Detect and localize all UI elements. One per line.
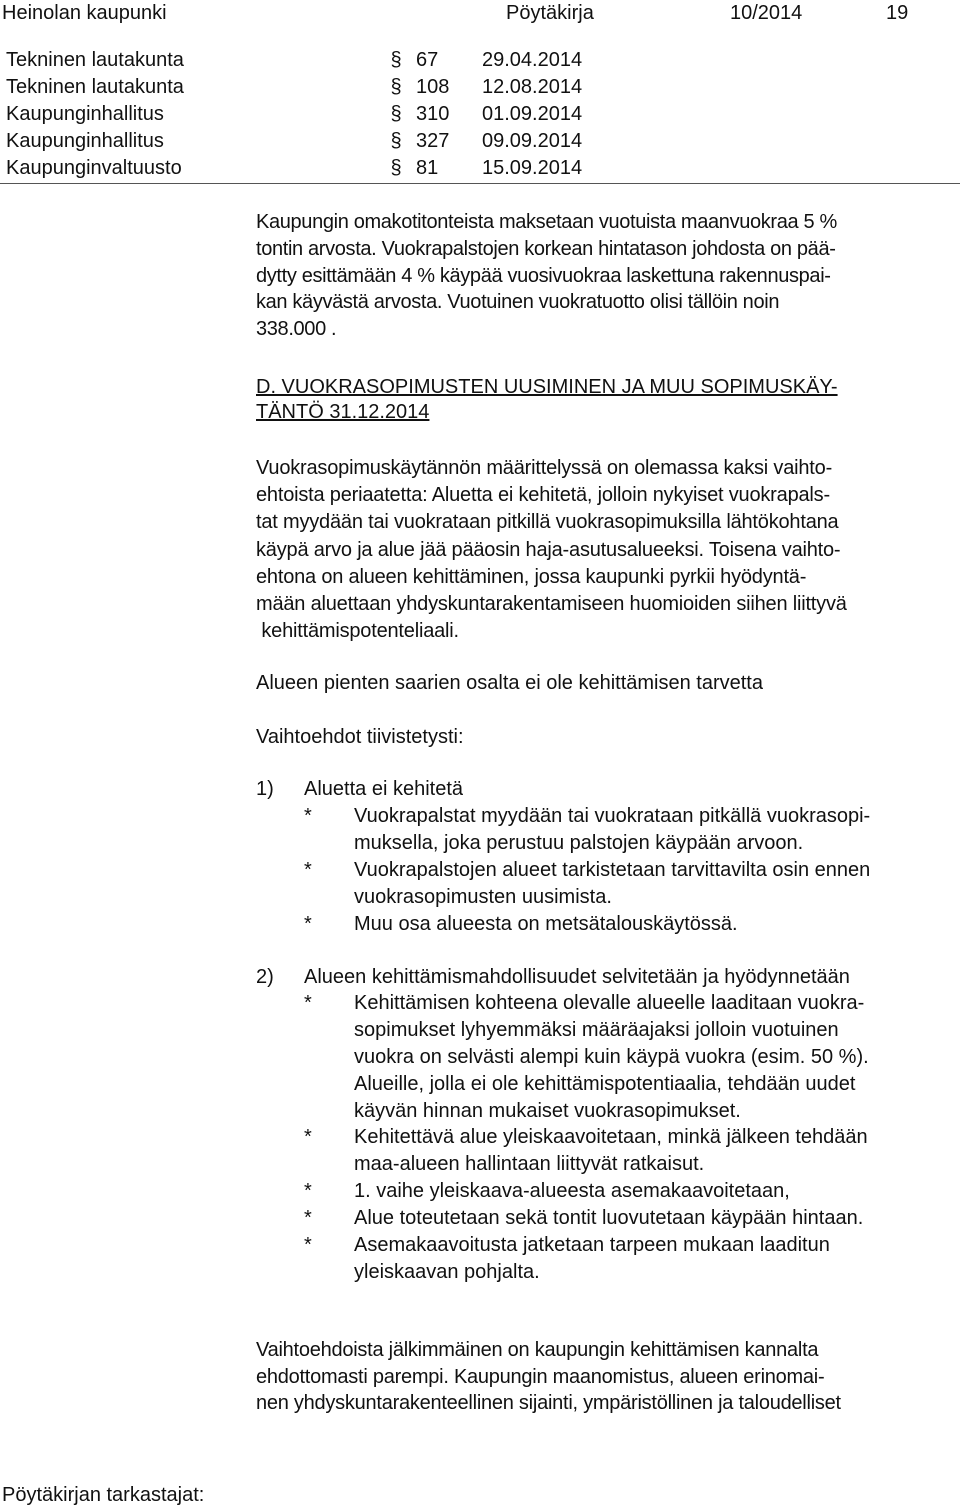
meeting-body: Tekninen lautakunta <box>6 49 184 71</box>
option-item <box>354 1124 868 1178</box>
text-line: Vaihtoehdoista jälkimmäinen on kaupungin kehittämisen kannalta <box>256 1339 819 1361</box>
header-doc-type: Pöytäkirja <box>506 2 594 24</box>
section-sign: § <box>390 49 402 71</box>
text-line: dytty esittämään 4 % käypää vuosivuokraa laskettuna rakennuspai- <box>256 264 831 287</box>
header-org: Heinolan kaupunki <box>2 2 167 24</box>
section-sign: § <box>390 103 402 125</box>
section-sign: § <box>390 76 402 98</box>
text-line: kan käyvästä arvosta. Vuotuinen vuokratuotto olisi tällöin noin <box>256 291 780 314</box>
meeting-date: 15.09.2014 <box>482 157 583 179</box>
footer-reviewers-label: Pöytäkirjan tarkastajat: <box>2 1484 205 1506</box>
option-item <box>354 803 870 857</box>
header-page-number: 19 <box>886 2 909 24</box>
bullet-marker: * <box>304 992 312 1014</box>
text-line: muksella, joka perustuu palstojen käypään arvoon. <box>354 832 804 854</box>
text-line: käyvän hinnan mukaiset vuokrasopimukset. <box>354 1100 741 1122</box>
text-line: Kehitettävä alue yleiskaavoitetaan, minkä jälkeen tehdään <box>354 1126 868 1148</box>
header-doc-number: 10/2014 <box>730 2 803 24</box>
text-line: mään aluettaan yhdyskuntarakentamiseen huomioiden siihen liittyvä <box>256 593 847 616</box>
section-sign: § <box>390 157 402 179</box>
text-line: tat myydään tai vuokrataan pitkillä vuokrasopimuksilla lähtökohtana <box>256 511 839 534</box>
text-line: tontin arvosta. Vuokrapalstojen korkean hintatason johdosta on pää- <box>256 237 836 260</box>
text-line: vuokra on selvästi alempi kuin käypä vuokra (esim. 50 %). <box>354 1046 869 1068</box>
header-divider <box>0 183 960 184</box>
text-line: ehdottomasti parempi. Kaupungin maanomistus, alueen erinomai- <box>256 1365 825 1388</box>
islands-paragraph: Alueen pienten saarien osalta ei ole kehittämisen tarvetta <box>256 672 763 694</box>
text-line: Vuokrasopimuskäytännön määrittelyssä on olemassa kaksi vaihto- <box>256 457 833 479</box>
text-line: Asemakaavoitusta jatketaan tarpeen mukaan laaditun <box>354 1234 830 1256</box>
option-item <box>354 1178 790 1205</box>
bullet-marker: * <box>304 1180 312 1202</box>
option-number: 2) <box>256 966 274 988</box>
text-line: kehittämispotenteliaali. <box>256 620 459 643</box>
conclusion-paragraph <box>256 1337 956 1417</box>
meeting-date: 12.08.2014 <box>482 76 583 98</box>
section-heading <box>256 375 956 425</box>
bullet-marker: * <box>304 1207 312 1229</box>
bullet-marker: * <box>304 805 312 827</box>
rent-paragraph <box>256 209 956 343</box>
option-item <box>354 990 869 1125</box>
text-line: Muu osa alueesta on metsätalouskäytössä. <box>354 913 738 935</box>
text-line: vuokrasopimusten uusimista. <box>354 886 612 908</box>
option-item <box>354 1205 863 1232</box>
text-line: Vuokrapalstat myydään tai vuokrataan pitkällä vuokrasopi- <box>354 805 871 827</box>
text-line: Kehittämisen kohteena olevalle alueelle laaditaan vuokra- <box>354 992 865 1014</box>
text-line: Alueille, jolla ei ole kehittämispotentiaalia, tehdään uudet <box>354 1073 856 1095</box>
bullet-marker: * <box>304 1126 312 1148</box>
text-line: Alue toteutetaan sekä tontit luovutetaan käypään hintaan. <box>354 1207 864 1229</box>
option-title: Alueen kehittämismahdollisuudet selvitetään ja hyödynnetään <box>304 966 850 988</box>
meeting-section-number: 67 <box>416 49 439 71</box>
meeting-date: 29.04.2014 <box>482 49 583 71</box>
option-item <box>354 911 738 938</box>
meeting-section-number: 327 <box>416 130 450 152</box>
meeting-body: Kaupunginhallitus <box>6 103 164 125</box>
section-sign: § <box>390 130 402 152</box>
text-line: 338.000 . <box>256 318 337 341</box>
text-line: 1. vaihe yleiskaava-alueesta asemakaavoitetaan, <box>354 1180 790 1202</box>
text-line: maa-alueen hallintaan liittyvät ratkaisut. <box>354 1153 705 1175</box>
options-intro: Vaihtoehdot tiivistetysti: <box>256 726 464 748</box>
bullet-marker: * <box>304 913 312 935</box>
heading-line: D. VUOKRASOPIMUSTEN UUSIMINEN JA MUU SOPIMUSKÄY- <box>256 376 838 398</box>
option-item <box>354 857 870 911</box>
principles-paragraph <box>256 455 956 645</box>
meeting-date: 01.09.2014 <box>482 103 583 125</box>
text-line: ehtona on alueen kehittäminen, jossa kaupunki pyrkii hyödyntä- <box>256 565 807 588</box>
meeting-section-number: 108 <box>416 76 450 98</box>
meeting-date: 09.09.2014 <box>482 130 583 152</box>
option-number: 1) <box>256 778 274 800</box>
meeting-section-number: 310 <box>416 103 450 125</box>
meeting-body: Kaupunginhallitus <box>6 130 164 152</box>
bullet-marker: * <box>304 1234 312 1256</box>
text-line: nen yhdyskuntarakenteellinen sijainti, ympäristöllinen ja taloudelliset <box>256 1392 841 1414</box>
text-line: sopimukset lyhyemmäksi määräajaksi jolloin vuotuinen <box>354 1019 839 1041</box>
text-line: Kaupungin omakotitonteista maksetaan vuotuista maanvuokraa 5 % <box>256 211 837 233</box>
heading-line: TÄNTÖ 31.12.2014 <box>256 401 430 423</box>
text-line: yleiskaavan pohjalta. <box>354 1261 540 1283</box>
text-line: käypä arvo ja alue jää pääosin haja-asutusalueeksi. Toisena vaihto- <box>256 538 841 561</box>
meeting-body: Tekninen lautakunta <box>6 76 184 98</box>
text-line: Vuokrapalstojen alueet tarkistetaan tarvittavilta osin ennen <box>354 859 871 881</box>
option-title: Aluetta ei kehitetä <box>304 778 463 800</box>
option-item <box>354 1232 830 1286</box>
bullet-marker: * <box>304 859 312 881</box>
meeting-section-number: 81 <box>416 157 439 179</box>
meeting-body: Kaupunginvaltuusto <box>6 157 182 179</box>
text-line: ehtoista periaatetta: Aluetta ei kehitetä, jolloin nykyiset vuokrapals- <box>256 484 830 507</box>
